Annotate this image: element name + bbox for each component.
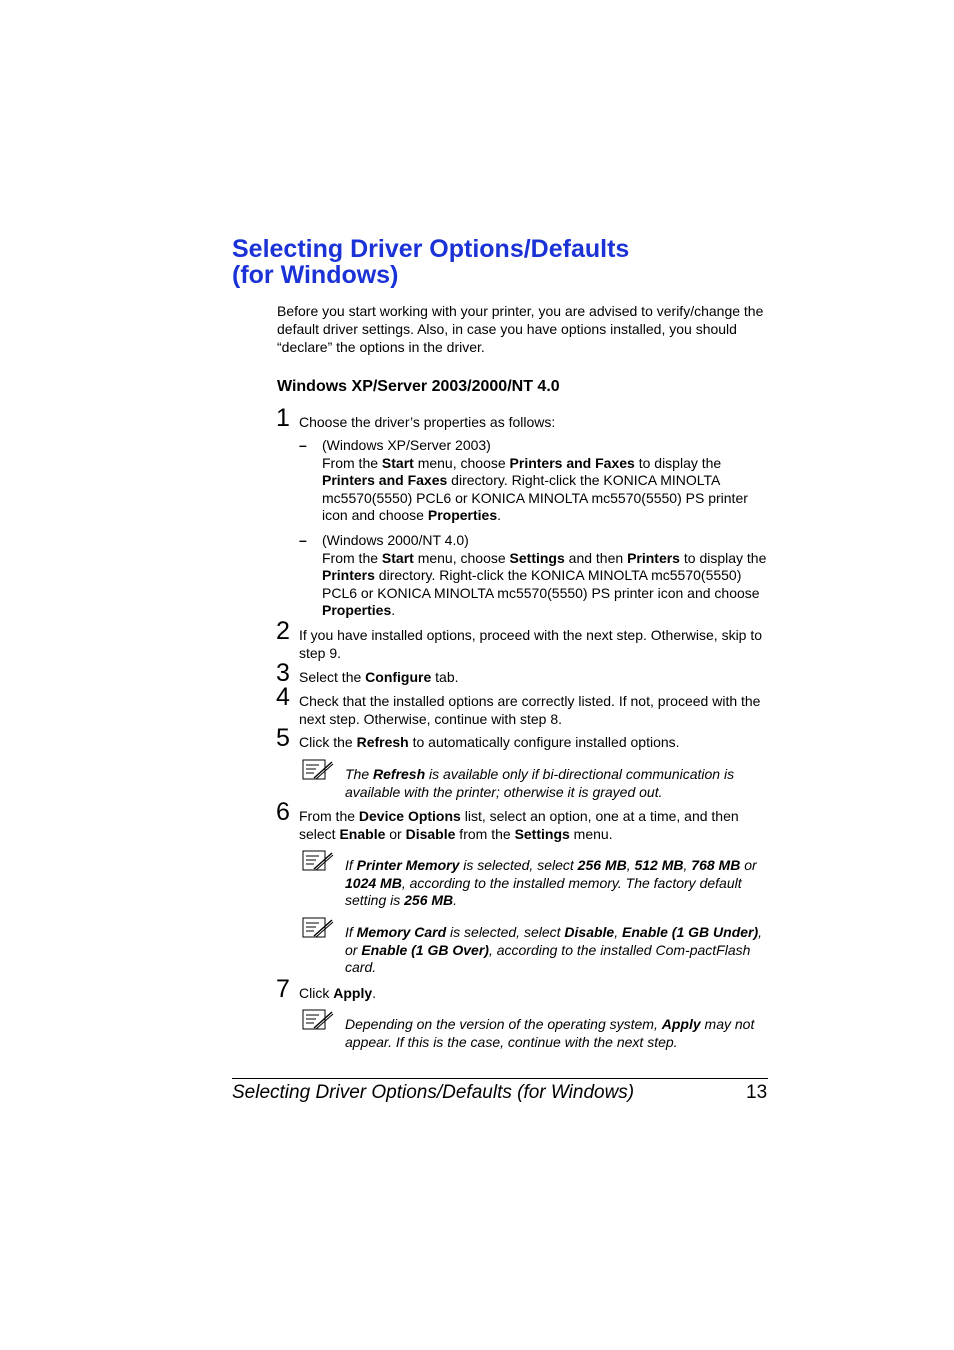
footer-title: Selecting Driver Options/Defaults (for Windows)	[232, 1082, 635, 1103]
step-number-1: 1	[276, 404, 290, 432]
ui-term-settings: Settings	[509, 549, 565, 566]
ui-term-configure: Configure	[365, 669, 432, 685]
text-run: , according to the installed Com-pactFlash card.	[345, 941, 751, 975]
step-4-text: Check that the installed options are correctly listed. If not, proceed with the next step. Otherwise, continue with step 8.	[299, 693, 761, 727]
note-pencil-icon	[302, 1009, 334, 1031]
ui-term-256mb: 256 MB	[577, 857, 627, 873]
ui-term-refresh: Refresh	[373, 766, 426, 782]
ui-term-memory-card: Memory Card	[356, 924, 447, 940]
text-run: .	[372, 985, 377, 1001]
text-run: from the	[455, 826, 515, 842]
ui-term-enable-1gb-over: Enable (1 GB Over)	[361, 941, 489, 958]
step-number-7: 7	[276, 975, 290, 1003]
note-memory-card	[345, 924, 770, 977]
note-pencil-icon	[302, 759, 334, 781]
ui-term-256mb: 256 MB	[404, 892, 454, 908]
step-5-text	[299, 733, 769, 751]
ui-term-1024mb: 1024 MB	[345, 874, 402, 891]
text-run: The	[345, 766, 374, 782]
ui-term-refresh: Refresh	[356, 734, 409, 750]
note-pencil-icon	[302, 917, 334, 939]
text-run: ,	[614, 924, 623, 940]
step-number-2: 2	[276, 617, 290, 645]
text-run: , according to the installed memory. The factory default setting is	[345, 874, 742, 908]
step-3-text	[299, 668, 769, 686]
ui-term-printers-and-faxes: Printers and Faxes	[322, 472, 448, 488]
ui-term-printers: Printers	[627, 549, 680, 566]
ui-term-printer-memory: Printer Memory	[356, 857, 460, 873]
text-run: If	[345, 857, 357, 873]
title-line-1: Selecting Driver Options/Defaults	[232, 235, 630, 263]
section-subheading: Windows XP/Server 2003/2000/NT 4.0	[277, 378, 560, 395]
note-refresh	[345, 766, 770, 801]
text-run: If	[345, 924, 357, 940]
text-run: is selected, select	[446, 924, 565, 940]
ui-term-apply: Apply	[661, 1016, 701, 1032]
text-run: directory. Right-click the KONICA MINOLTA mc5570(5550) PCL6 or KONICA MINOLTA mc5570(5550) PS printer icon and choose	[322, 472, 748, 523]
ui-term-512mb: 512 MB	[634, 857, 684, 873]
text-run: and then	[564, 549, 628, 566]
text-run: to automatically configure installed options.	[408, 734, 680, 750]
text-run: to display the	[679, 549, 767, 566]
ui-term-device-options: Device Options	[358, 808, 461, 824]
text-run: Click the	[299, 734, 357, 750]
text-run: From the	[322, 549, 382, 566]
note-printer-memory	[345, 857, 770, 910]
step-6-text	[299, 807, 769, 843]
step-1b-text	[322, 532, 770, 620]
text-run: tab.	[431, 669, 459, 685]
text-run: is available only if bi-directional communication is available with the printer; otherwise it is grayed out.	[345, 766, 735, 800]
text-run: or	[740, 857, 757, 873]
footer-divider	[232, 1078, 768, 1079]
note-pencil-icon	[302, 850, 334, 872]
title-line-2: (for Windows)	[232, 261, 399, 289]
step-1a-label: (Windows XP/Server 2003)	[322, 437, 491, 453]
page-number: 13	[746, 1082, 768, 1103]
ui-term-printers: Printers	[322, 567, 375, 583]
ui-term-enable-1gb-under: Enable (1 GB Under)	[622, 924, 759, 940]
text-run: menu, choose	[413, 454, 510, 471]
step-1a-text	[322, 437, 770, 525]
dash-bullet-1: –	[299, 437, 307, 453]
ui-term-printers-and-faxes: Printers and Faxes	[509, 454, 635, 471]
ui-term-start: Start	[381, 454, 414, 471]
ui-term-apply: Apply	[333, 985, 373, 1001]
text-run: ,	[626, 857, 635, 873]
text-run: Select the	[299, 669, 366, 685]
text-run: to display the	[634, 454, 722, 471]
ui-term-768mb: 768 MB	[691, 857, 741, 873]
dash-bullet-2: –	[299, 532, 307, 548]
step-1b-label: (Windows 2000/NT 4.0)	[322, 532, 469, 548]
note-apply	[345, 1016, 770, 1051]
step-number-4: 4	[276, 683, 290, 711]
text-run: Depending on the version of the operating system,	[345, 1016, 662, 1032]
text-run: or	[385, 826, 406, 842]
step-1-text: Choose the driver’s properties as follows:	[299, 414, 556, 430]
text-run: directory. Right-click the KONICA MINOLTA mc5570(5550) PCL6 or KONICA MINOLTA mc5570(5550) PS printer icon and choose	[322, 567, 760, 601]
text-run: , or	[345, 924, 763, 958]
ui-term-start: Start	[381, 549, 414, 566]
text-run: ,	[683, 857, 692, 873]
step-2-text: If you have installed options, proceed with the next step. Otherwise, skip to step 9.	[299, 627, 763, 661]
text-run: .	[391, 602, 396, 618]
text-run: Click	[299, 985, 334, 1001]
text-run: From the	[322, 454, 382, 471]
step-number-6: 6	[276, 798, 290, 826]
text-run: .	[453, 892, 458, 908]
intro-paragraph: Before you start working with your printer, you are advised to verify/change the default driver settings. Also, in case you have options installed, you should “declare” the options in the driver.	[277, 303, 764, 355]
ui-term-disable: Disable	[564, 924, 615, 940]
ui-term-disable: Disable	[405, 826, 456, 842]
text-run: From the	[299, 808, 359, 824]
text-run: list, select an option, one at a time, and then select	[299, 808, 739, 842]
text-run: menu.	[569, 826, 613, 842]
step-7-text	[299, 984, 769, 1002]
step-number-5: 5	[276, 724, 290, 752]
step-number-3: 3	[276, 659, 290, 687]
text-run: .	[497, 507, 501, 523]
text-run: is selected, select	[459, 857, 578, 873]
text-run: may not appear. If this is the case, continue with the next step.	[345, 1016, 755, 1050]
ui-term-enable: Enable	[339, 826, 386, 842]
ui-term-settings: Settings	[514, 826, 570, 842]
page-title	[232, 236, 629, 288]
ui-term-properties: Properties	[322, 602, 392, 618]
ui-term-properties: Properties	[427, 507, 498, 523]
text-run: menu, choose	[413, 549, 510, 566]
